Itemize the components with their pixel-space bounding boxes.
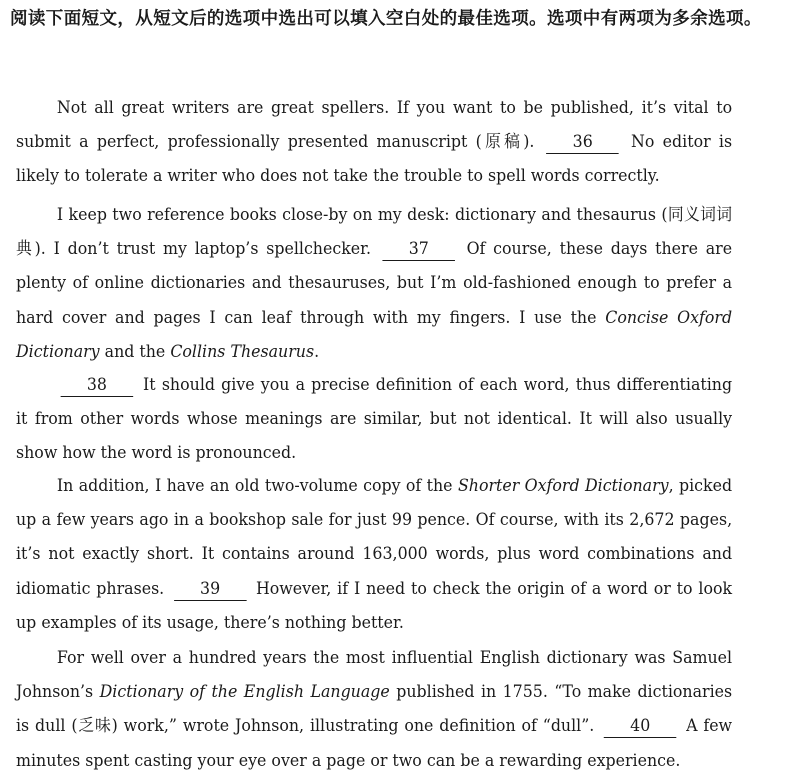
blank-39: 39 <box>174 578 247 601</box>
blank-38: 38 <box>61 374 134 397</box>
p2-title-collins: Collins Thesaurus <box>170 341 315 362</box>
p5-title-johnson-dictionary: Dictionary of the English Language <box>99 682 390 703</box>
p2-text-c: and the <box>104 341 166 362</box>
p2-text-b: Of course, these days there are plenty of online dictionaries and thesauruses, but I’m old-fashioned enough to prefer a hard cover and pages I can leaf through with my fingers. I use the <box>16 239 733 328</box>
blank-37: 37 <box>383 238 456 261</box>
p2-text-d: . <box>314 341 320 362</box>
p4-text-c: However, if I need to check the origin of a word or to look up examples of its usage, there’s nothing better. <box>16 578 733 633</box>
paragraph-2 <box>16 198 732 369</box>
p4-text-a: In addition, I have an old two-volume copy of the <box>56 476 453 496</box>
p1-text-b: No editor is likely to tolerate a writer who does not take the trouble to spell words correctly. <box>16 132 733 187</box>
blank-36: 36 <box>546 131 619 154</box>
p5-text-a: For well over a hundred years the most influential English dictionary was Samuel Johnson’s <box>16 648 733 703</box>
p2-title-concise-oxford: Concise Oxford Dictionary <box>16 307 733 362</box>
p5-text-c: A few minutes spent casting your eye over a page or two can be a rewarding experience. <box>16 716 733 771</box>
p2-text-a: I keep two reference books close-by on my desk: dictionary and thesaurus (同义词词典). I don’t trust my laptop’s spellchecker. <box>16 205 733 260</box>
instructions: 阅读下面短文，从短文后的选项中选出可以填入空白处的最佳选项。选项中有两项为多余选项。 <box>10 9 762 29</box>
paragraph-5 <box>16 641 732 778</box>
p5-text-b: published in 1755. “To make dictionaries is dull (乏味) work,” wrote Johnson, illustrating one definition of “dull”. <box>16 682 733 737</box>
p4-text-b: , picked up a few years ago in a bookshop sale for just 99 pence. Of course, with its 2,672 pages, it’s not exactly short. It contains around 163,000 words, plus word combinations and idiomatic phrases. <box>16 476 733 599</box>
p1-text-a: Not all great writers are great spellers. If you want to be published, it’s vital to submit a perfect, professionally presented manuscript (原稿). <box>16 98 733 153</box>
paragraph-1 <box>16 91 732 194</box>
paragraph-4 <box>16 469 732 640</box>
paragraph-3 <box>16 368 732 471</box>
p3-text-a: It should give you a precise definition of each word, thus differentiating it from other words whose meanings are similar, but not identical. It will also usually show how the word is pronounced. <box>16 375 733 464</box>
blank-40: 40 <box>604 715 677 738</box>
p4-title-shorter-oxford: Shorter Oxford Dictionary <box>457 476 669 496</box>
